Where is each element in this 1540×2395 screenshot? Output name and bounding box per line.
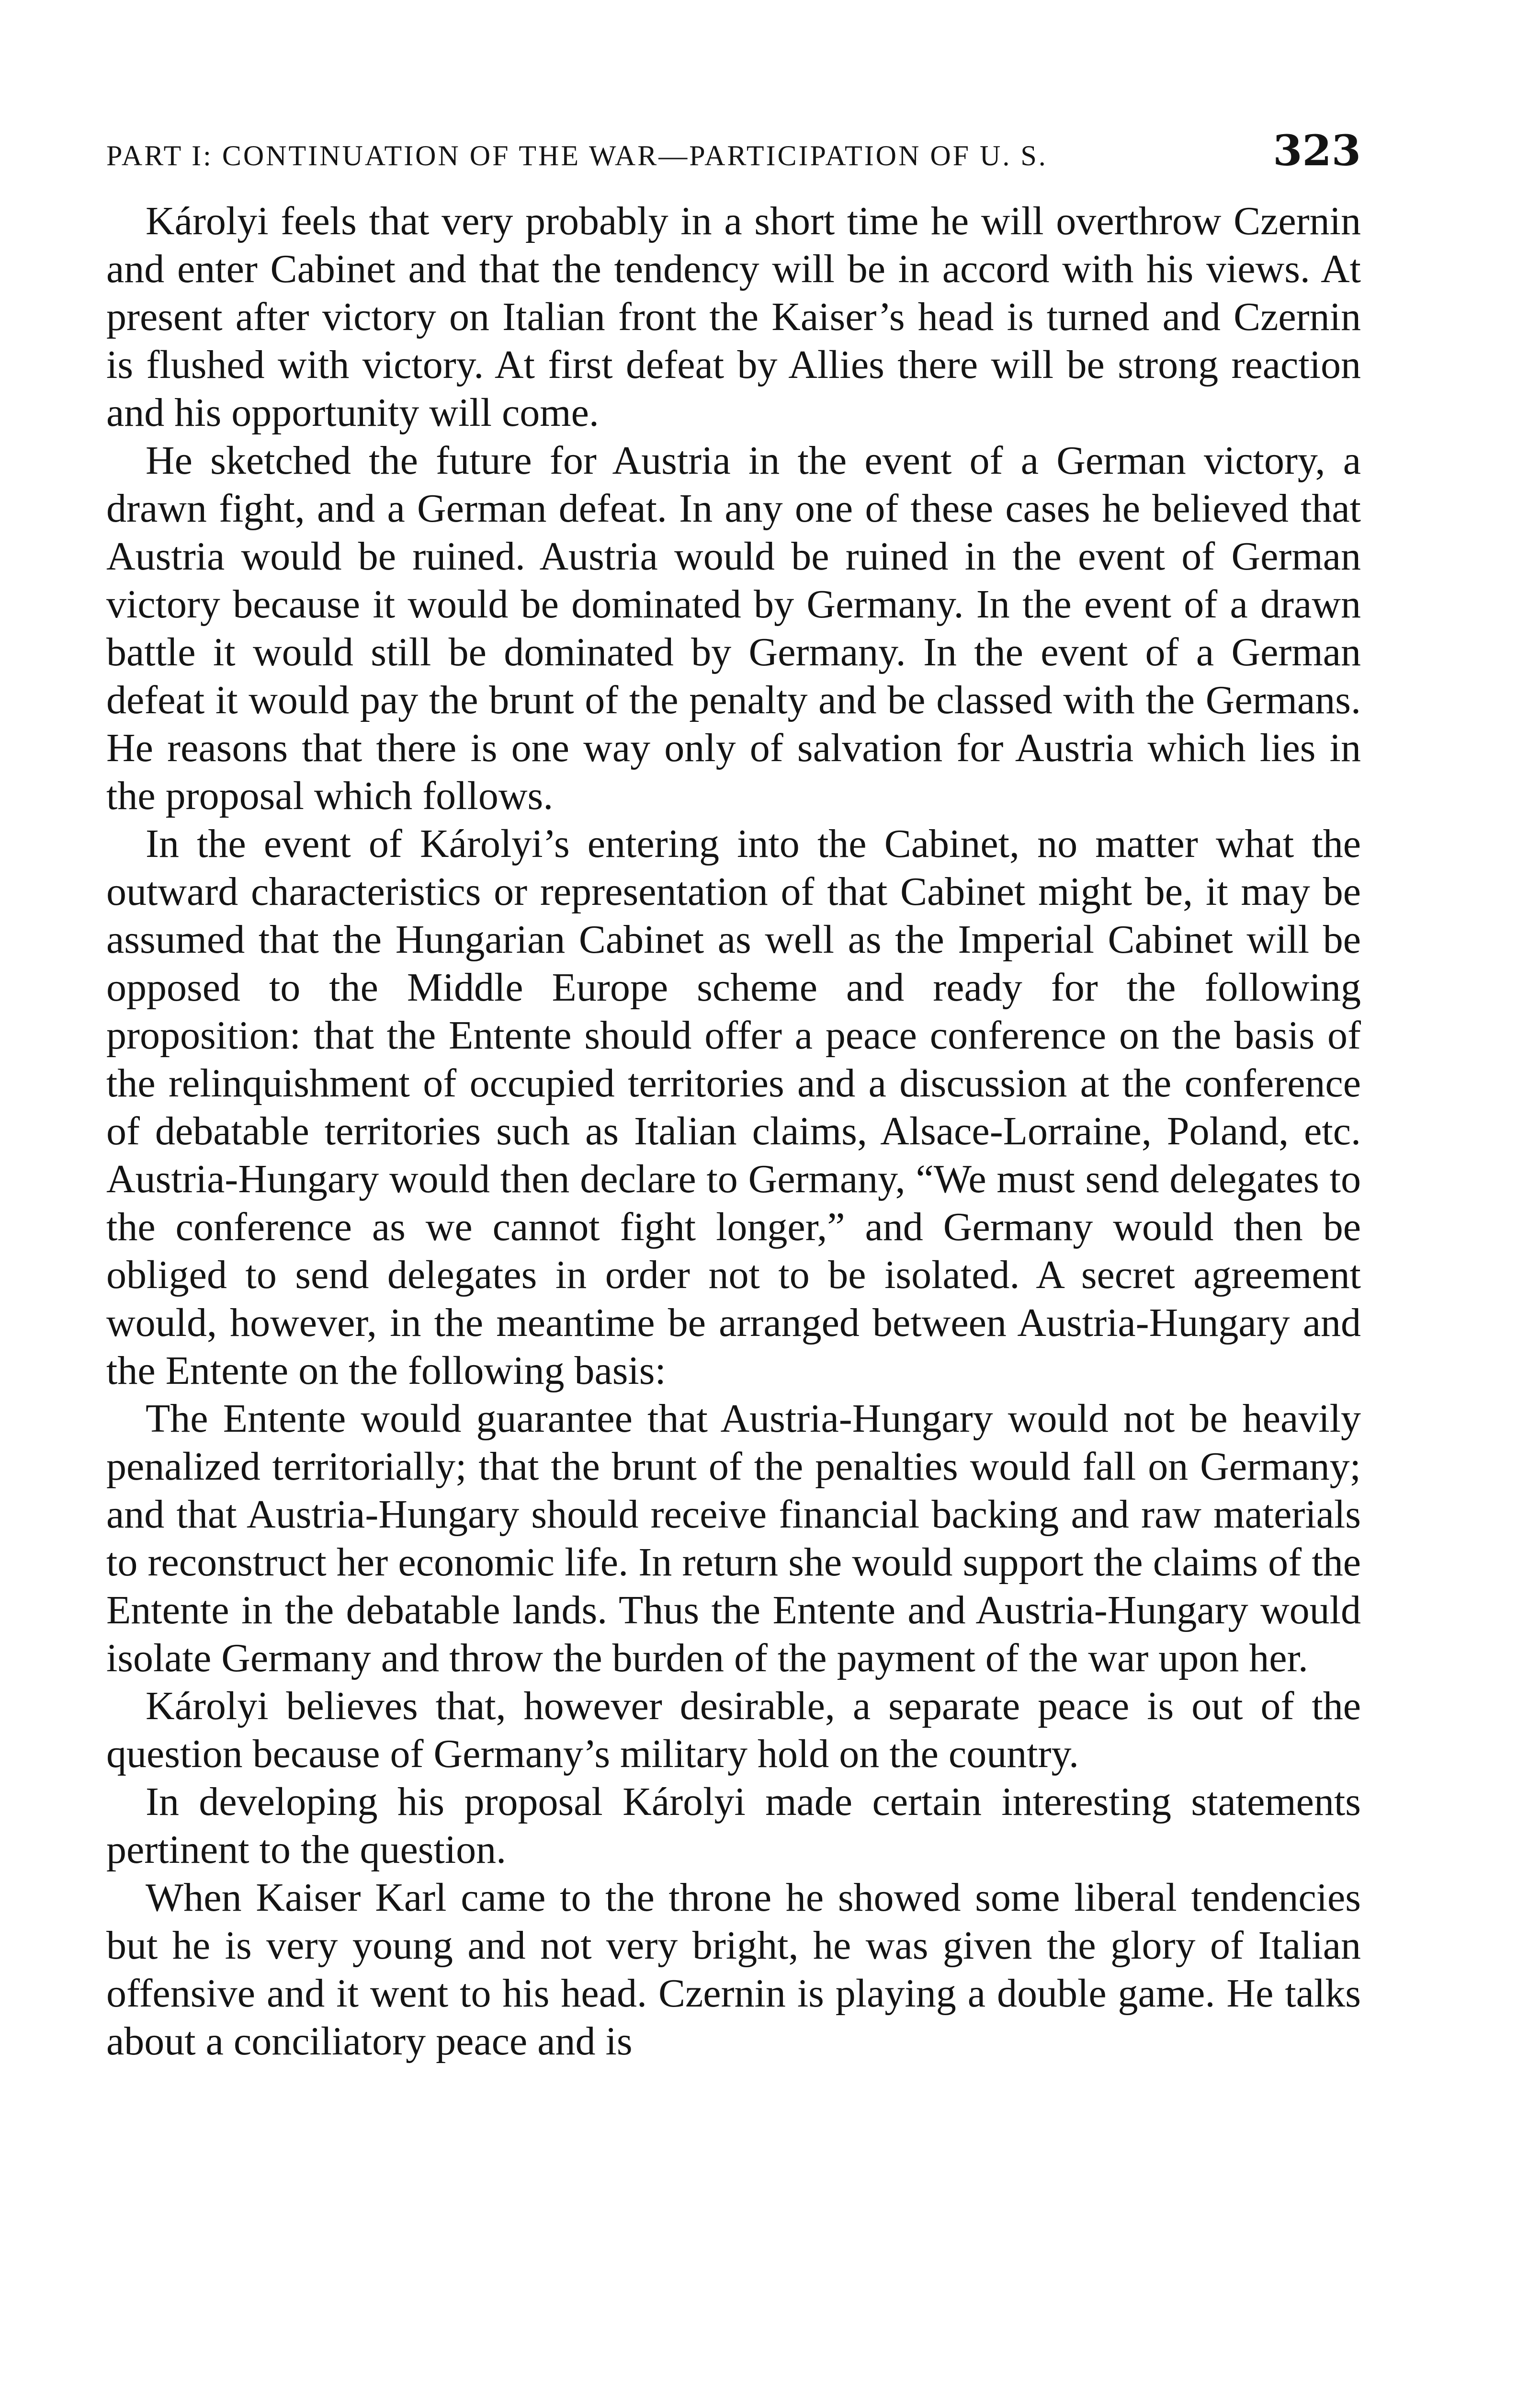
running-title: PART I: CONTINUATION OF THE WAR—PARTICIPATION OF U. S.	[106, 140, 1048, 171]
paragraph: Károlyi feels that very probably in a short time he will overthrow Czernin and enter Cabinet and that the tendency will be in accord with his views. At present after victory on Italian front the Kaiser’s head is turned and Czernin is flushed with victory. At first defeat by Allies there will be strong reaction and his opportunity will come.	[106, 199, 1361, 435]
paragraph: In the event of Károlyi’s entering into the Cabinet, no matter what the outward characteristics or representation of that Cabinet might be, it may be assumed that the Hungarian Cabinet as well as the Imperial Cabinet will be opposed to the Middle Europe scheme and ready for the following proposition: that the Entente should offer a peace conference on the basis of the relinquishment of occupied territories and a discussion at the conference of debatable territories such as Italian claims, Alsace-Lorraine, Poland, etc. Austria-Hungary would then declare to Germany, “We must send delegates to the conference as we cannot fight longer,” and Germany would then be obliged to send delegates in order not to be isolated. A secret agreement would, however, in the meantime be arranged between Austria-Hungary and the Entente on the following basis:	[106, 821, 1361, 1393]
running-header	[106, 125, 1361, 178]
paragraph: When Kaiser Karl came to the throne he showed some liberal tendencies but he is very young and not very bright, he was given the glory of Italian offensive and it went to his head. Czernin is playing a double game. He talks about a conciliatory peace and is	[106, 1875, 1361, 2064]
body-text	[106, 197, 1361, 2065]
paragraph: The Entente would guarantee that Austria-Hungary would not be heavily penalized territorially; that the brunt of the penalties would fall on Germany; and that Austria-Hungary should receive financial backing and raw materials to reconstruct her economic life. In return she would support the claims of the Entente in the debatable lands. Thus the Entente and Austria-Hungary would isolate Germany and throw the burden of the payment of the war upon her.	[106, 1396, 1361, 1680]
page-number: 323	[1273, 125, 1361, 175]
paragraph: Károlyi believes that, however desirable, a separate peace is out of the question because of Germany’s military hold on the country.	[106, 1684, 1361, 1776]
paragraph: In developing his proposal Károlyi made certain interesting statements pertinent to the question.	[106, 1779, 1361, 1872]
paragraph: He sketched the future for Austria in the event of a German victory, a drawn fight, and a German defeat. In any one of these cases he believed that Austria would be ruined. Austria would be ruined in the event of German victory because it would be dominated by Germany. In the event of a drawn battle it would still be dominated by Germany. In the event of a German defeat it would pay the brunt of the penalty and be classed with the Germans. He reasons that there is one way only of salvation for Austria which lies in the proposal which follows.	[106, 438, 1361, 818]
